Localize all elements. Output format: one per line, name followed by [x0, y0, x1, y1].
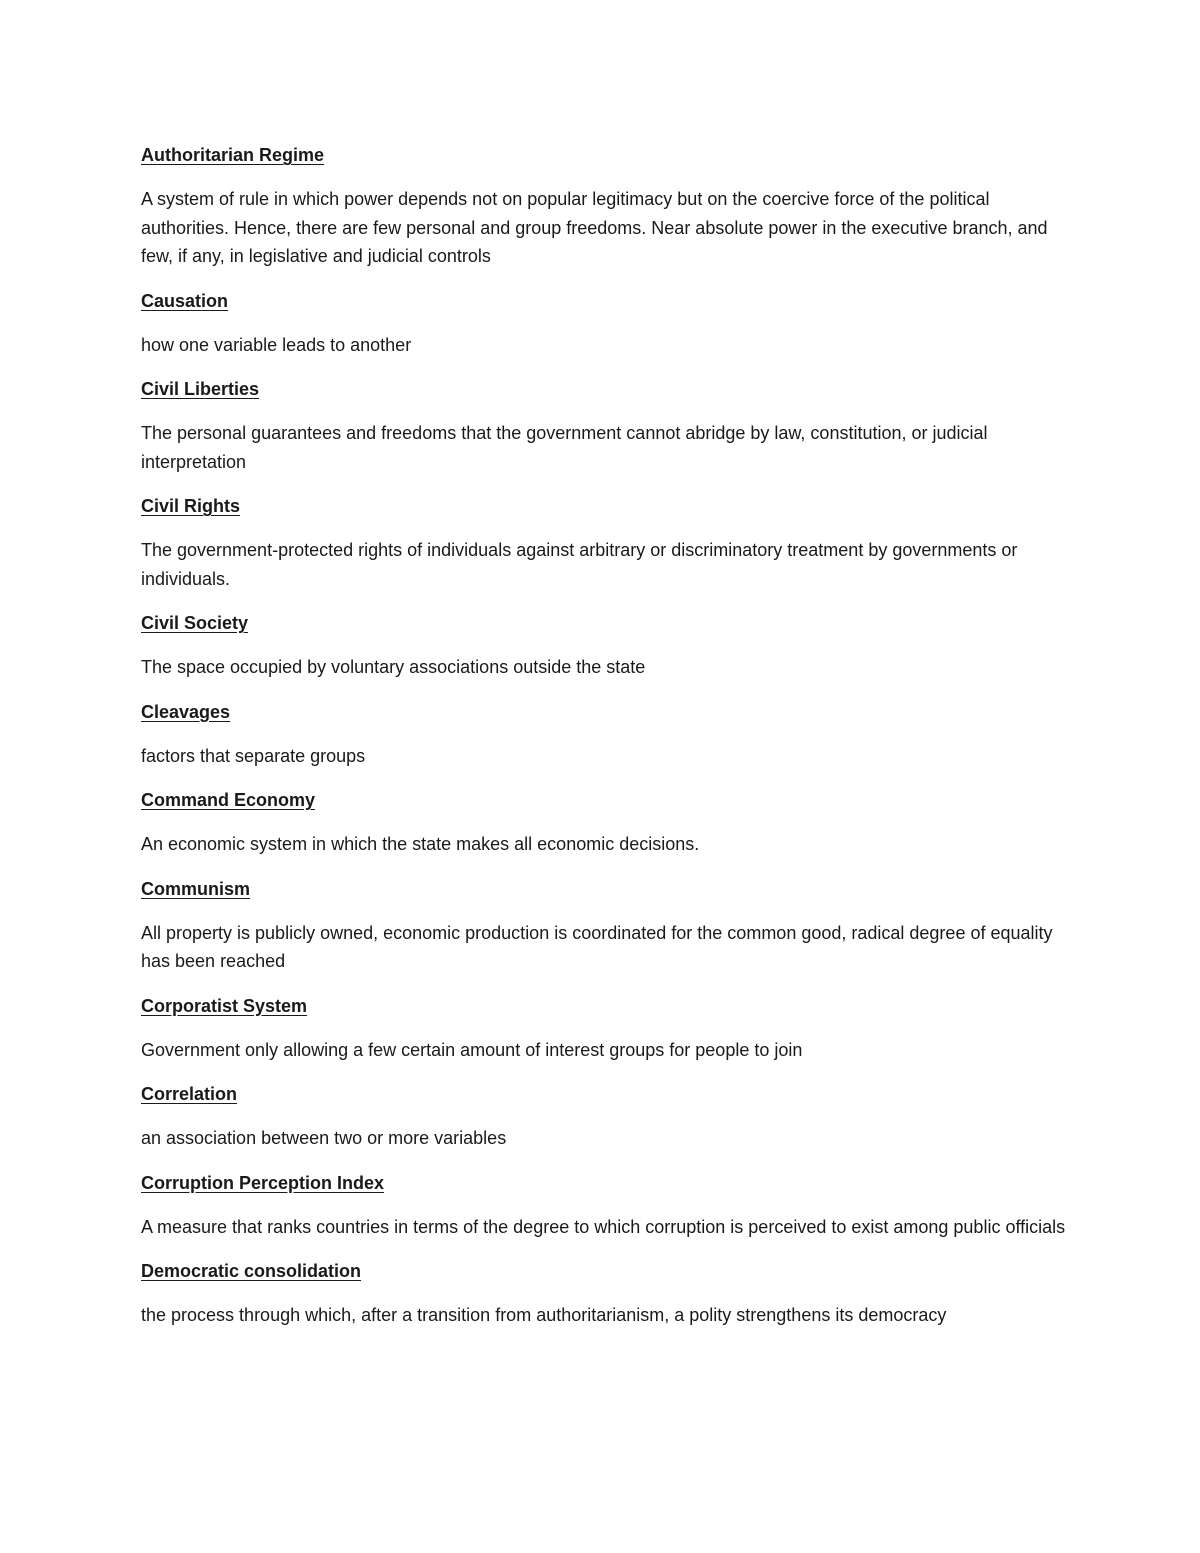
term-heading: Causation — [141, 290, 229, 311]
glossary-entry-civil-society — [141, 609, 1071, 682]
glossary-entry-corruption-perception-index — [141, 1169, 1071, 1242]
term-definition: Government only allowing a few certain amount of interest groups for people to join — [141, 1039, 803, 1060]
term-definition: An economic system in which the state makes all economic decisions. — [141, 834, 700, 854]
term-definition: A system of rule in which power depends not on popular legitimacy but on the coercive force of the political authorities. Hence, there are few personal and group freedoms. Near absolute power in the executive branch, and few, if any, in legislative and judicial controls — [141, 189, 1048, 266]
glossary-entry-corporatist-system — [141, 992, 1071, 1065]
term-heading: Corporatist System — [141, 995, 308, 1016]
term-heading: Cleavages — [141, 701, 231, 722]
term-heading: Command Economy — [141, 790, 316, 810]
glossary-entry-authoritarian-regime — [141, 141, 1071, 271]
term-heading: Democratic consolidation — [141, 1261, 362, 1281]
term-definition: The space occupied by voluntary associations outside the state — [141, 657, 646, 677]
term-definition: The personal guarantees and freedoms that the government cannot abridge by law, constitution, or judicial interpretation — [141, 423, 988, 472]
glossary-entry-correlation — [141, 1080, 1071, 1153]
term-heading: Civil Society — [141, 613, 249, 633]
term-heading: Communism — [141, 878, 251, 899]
glossary-entry-communism — [141, 875, 1071, 976]
glossary-entry-causation — [141, 287, 1071, 360]
term-definition: an association between two or more variables — [141, 1128, 507, 1148]
glossary-entry-democratic-consolidation — [141, 1257, 1071, 1330]
term-definition: All property is publicly owned, economic production is coordinated for the common good, radical degree of equality has been reached — [141, 922, 1053, 971]
term-definition: factors that separate groups — [141, 745, 366, 766]
term-heading: Civil Liberties — [141, 379, 260, 399]
glossary-entry-civil-rights — [141, 492, 1071, 593]
term-definition: the process through which, after a transition from authoritarianism, a polity strengthens its democracy — [141, 1305, 947, 1325]
term-definition: how one variable leads to another — [141, 334, 412, 355]
term-definition: A measure that ranks countries in terms of the degree to which corruption is perceived to exist among public officials — [141, 1216, 1066, 1237]
glossary-entry-civil-liberties — [141, 375, 1071, 476]
document-page — [141, 141, 1071, 1346]
term-definition: The government-protected rights of individuals against arbitrary or discriminatory treatment by governments or individuals. — [141, 540, 1018, 589]
glossary-entry-command-economy — [141, 786, 1071, 859]
term-heading: Authoritarian Regime — [141, 145, 325, 165]
glossary-entry-cleavages — [141, 698, 1071, 771]
term-heading: Correlation — [141, 1084, 238, 1104]
term-heading: Civil Rights — [141, 496, 241, 516]
term-heading: Corruption Perception Index — [141, 1172, 385, 1193]
